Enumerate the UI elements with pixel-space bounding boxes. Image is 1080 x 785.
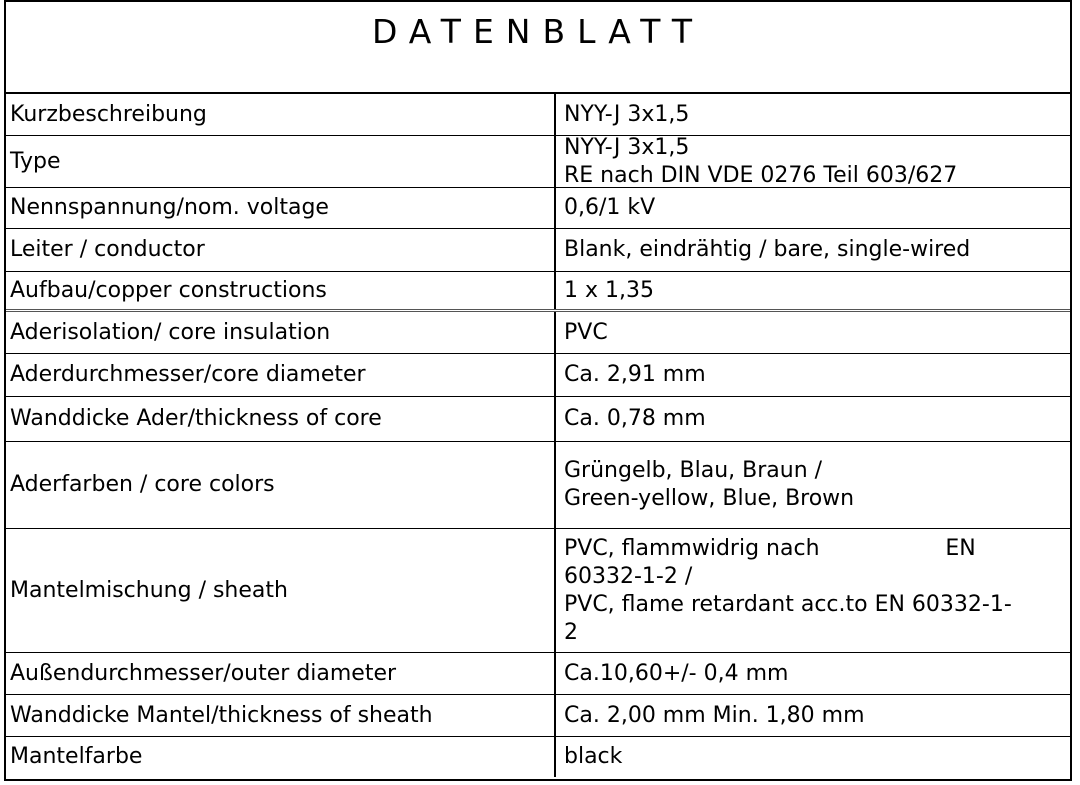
table-row	[6, 529, 1070, 653]
row-label: Nennspannung/nom. voltage	[6, 188, 556, 228]
table-row	[6, 737, 1070, 777]
row-label: Außendurchmesser/outer diameter	[6, 653, 556, 694]
table-row	[6, 397, 1070, 442]
title-row	[6, 2, 1070, 94]
row-value-line: RE nach DIN VDE 0276 Teil 603/627	[564, 162, 958, 188]
row-value	[556, 229, 1070, 271]
row-value-line: NYY-J 3x1,5	[564, 101, 690, 127]
row-value-line: PVC	[564, 319, 608, 345]
row-value-line: black	[564, 744, 623, 769]
row-value	[556, 354, 1070, 396]
datasheet-table	[4, 0, 1072, 781]
row-value	[556, 529, 1070, 652]
row-value-line: PVC, flame retardant acc.to EN 60332-1-	[564, 591, 1012, 617]
row-value	[556, 653, 1070, 694]
table-row	[6, 272, 1070, 312]
row-label: Wanddicke Mantel/thickness of sheath	[6, 695, 556, 736]
table-row	[6, 188, 1070, 229]
row-value-line: Ca. 2,00 mm Min. 1,80 mm	[564, 702, 865, 728]
row-value-line: 0,6/1 kV	[564, 195, 656, 220]
row-value	[556, 188, 1070, 228]
page-title: DATENBLATT	[371, 12, 705, 51]
row-value-line: PVC, flammwidrig nach EN	[564, 535, 976, 561]
row-value-line: 1 x 1,35	[564, 277, 654, 303]
row-value-line: NYY-J 3x1,5	[564, 134, 690, 160]
row-value	[556, 737, 1070, 777]
row-label: Leiter / conductor	[6, 229, 556, 271]
row-label: Aderfarben / core colors	[6, 442, 556, 528]
row-value-line: Ca. 2,91 mm	[564, 362, 706, 387]
row-label: Aderisolation/ core insulation	[6, 312, 556, 353]
row-label: Aderdurchmesser/core diameter	[6, 354, 556, 396]
table-row	[6, 136, 1070, 188]
row-value	[556, 442, 1070, 528]
row-value	[556, 312, 1070, 353]
row-value-line: 60332-1-2 /	[564, 563, 693, 589]
row-label: Mantelmischung / sheath	[6, 529, 556, 652]
table-row	[6, 354, 1070, 397]
table-row	[6, 94, 1070, 136]
row-label: Mantelfarbe	[6, 737, 556, 777]
row-value	[556, 94, 1070, 135]
table-row	[6, 653, 1070, 695]
row-value-line: Grüngelb, Blau, Braun /	[564, 458, 823, 483]
row-value-line: Green-yellow, Blue, Brown	[564, 486, 855, 511]
row-value-line: 2	[564, 619, 578, 645]
row-label: Aufbau/copper constructions	[6, 272, 556, 309]
row-value	[556, 397, 1070, 441]
row-label: Kurzbeschreibung	[6, 94, 556, 135]
row-value-line: Ca.10,60+/- 0,4 mm	[564, 660, 789, 686]
row-value	[556, 695, 1070, 736]
table-row	[6, 229, 1070, 272]
row-value-line: Blank, eindrähtig / bare, single-wired	[564, 237, 971, 262]
row-label: Wanddicke Ader/thickness of core	[6, 397, 556, 441]
table-row	[6, 442, 1070, 529]
table-row	[6, 312, 1070, 354]
row-label: Type	[6, 136, 556, 187]
table-row	[6, 695, 1070, 737]
row-value	[556, 136, 1070, 187]
row-value-line: Ca. 0,78 mm	[564, 406, 706, 431]
row-value	[556, 272, 1070, 309]
